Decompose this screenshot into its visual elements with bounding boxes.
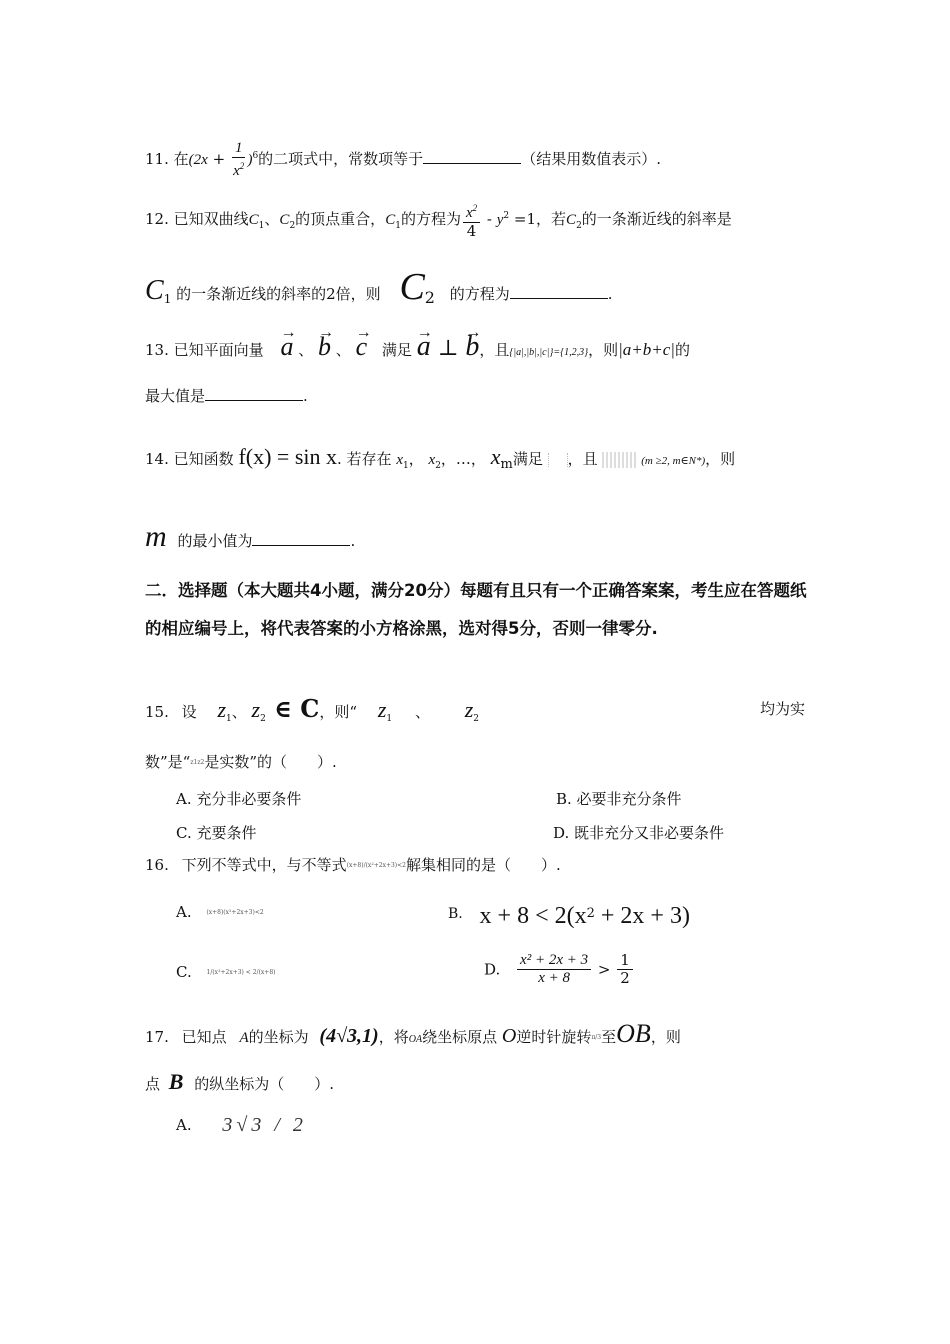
question-15-line2 <box>145 752 337 773</box>
q12-eq-y: y <box>496 212 504 228</box>
q15-line2-mid: 是实数”的（ ）. <box>204 753 337 771</box>
q17-opt-a-label: A. <box>176 1116 192 1134</box>
q14-xm: x <box>490 444 501 469</box>
q13-perp-a: → a <box>417 330 431 364</box>
q13-text2: ，且 <box>479 341 510 359</box>
q14-line2-m: m <box>145 520 167 553</box>
q11-expr-x: x <box>201 152 208 168</box>
q16-opt-b-expr: x + 8 < 2(x <box>479 903 587 929</box>
q16-opt-b-label: B. <box>448 906 463 922</box>
q14-line2-text: 的最小值为 <box>177 532 253 550</box>
q17-point-a: A <box>239 1030 249 1046</box>
q17-text5: 至 <box>601 1028 617 1046</box>
q16-opt-d-num: x² + 2x + 3 <box>517 952 591 970</box>
q16-opt-b-rest: + 2x + 3) <box>594 903 690 929</box>
q12-c2: C <box>279 212 290 228</box>
q12-answer-blank[interactable] <box>510 284 608 299</box>
q12-sep: 、 <box>264 210 280 228</box>
q15-z2b: z <box>464 697 474 722</box>
q17-text2: ，将 <box>378 1028 409 1046</box>
question-12 <box>145 200 732 240</box>
q17-number: 17. <box>145 1028 169 1046</box>
q17-ob: OB <box>616 1019 651 1048</box>
q15-z2-sub: 2 <box>260 714 266 724</box>
q14-xm-sub: m <box>500 457 513 472</box>
q13-vec-a: → a <box>280 330 293 364</box>
q16-tiny-ineq: (x+8)/(x²+2x+3)<2 <box>346 862 406 869</box>
q11-number: 11. <box>145 150 169 168</box>
q12-c1b: C <box>385 212 396 228</box>
q12-eq-num: x <box>465 205 473 221</box>
question-11 <box>145 140 661 180</box>
q15-text1: ，则“ <box>319 703 358 721</box>
q16-opt-a-expr: (x+8)(x²+2x+3)<2 <box>206 909 264 916</box>
question-17 <box>145 1018 681 1056</box>
q17-option-a[interactable] <box>176 1110 307 1141</box>
q13-perp-b: → b <box>465 330 479 364</box>
q11-pre: 在 <box>173 150 189 168</box>
q11-frac-den-exp: 2 <box>239 161 245 171</box>
q11-expr-exp: 6 <box>252 151 259 161</box>
q15-text2: 均为实 <box>759 700 805 718</box>
q16-pre: 下列不等式中，与不等式 <box>181 856 347 874</box>
q12-text2: 的方程为 <box>400 210 461 228</box>
q17-oa: OA <box>408 1034 423 1045</box>
q14-number: 14. <box>145 450 169 468</box>
q14-condition-image <box>548 453 568 467</box>
q14-func: f(x) = sin x <box>238 444 337 469</box>
q16-text: 解集相同的是（ ）. <box>405 856 561 874</box>
q16-opt-d-label: D. <box>484 960 501 979</box>
q14-text2: 满足 <box>512 450 543 468</box>
q17-origin-o: O <box>501 1025 517 1047</box>
q15-line2-pre: 数”是“ <box>145 753 191 771</box>
q16-option-a[interactable] <box>176 902 264 923</box>
q12-eq-den: 4 <box>466 222 477 240</box>
q13-abs-expr: |a+b+c| <box>618 340 675 359</box>
q12-line2-c2: C <box>399 266 425 308</box>
q14-cond: (m ≥2, m∈N*) <box>641 455 706 467</box>
q12-c1-sub: 1 <box>258 221 265 231</box>
q15-z1-sub: 1 <box>226 714 232 724</box>
q17-line2-b: B <box>168 1069 184 1094</box>
q16-opt-d-rfrac <box>617 952 633 987</box>
q13-text4: 的 <box>674 341 690 359</box>
q11-expr-plus: + <box>207 150 230 168</box>
q12-line2-c1-sub: 1 <box>163 292 172 306</box>
q15-option-a[interactable]: A. 充分非必要条件 <box>176 790 302 808</box>
q15-pre: 设 <box>181 703 197 721</box>
question-12-line2 <box>145 266 613 316</box>
q12-number: 12. <box>145 210 169 228</box>
q15-z1b-sub: 1 <box>386 714 393 724</box>
q12-eq-minus: - <box>482 210 497 228</box>
q13-vec-c: → c <box>356 330 368 364</box>
q16-opt-d-den: x + 8 <box>538 970 570 986</box>
q17-line2-pre: 点 <box>145 1075 161 1093</box>
q12-pre: 已知双曲线 <box>173 210 249 228</box>
question-16 <box>145 855 561 876</box>
q12-eq-rhs: =1， <box>509 210 552 228</box>
question-13-line2 <box>145 386 308 406</box>
q16-option-d[interactable] <box>484 952 635 987</box>
q11-expr-open: (2 <box>188 152 202 168</box>
q14-x1: x <box>396 452 403 468</box>
q13-line2: 最大值是 <box>145 387 206 405</box>
q17-pre: 已知点 <box>181 1028 227 1046</box>
q16-opt-c-label: C. <box>176 963 192 981</box>
q11-frac-den: x <box>233 163 240 179</box>
q13-pre: 已知平面向量 <box>173 341 264 359</box>
q17-text4: 逆时针旋转 <box>516 1028 592 1046</box>
q11-answer-blank[interactable] <box>423 149 521 164</box>
q12-end: . <box>607 285 613 303</box>
q14-x2: x <box>428 452 436 468</box>
q13-sep1: 、 <box>298 341 314 359</box>
q12-c1: C <box>248 212 259 228</box>
q12-c2-sub: 2 <box>289 221 296 231</box>
q11-fraction <box>232 140 246 180</box>
question-13 <box>145 330 690 370</box>
q11-expr-close: ) <box>247 152 253 168</box>
q14-text4: ，则 <box>705 450 736 468</box>
q17-text3: 绕坐标原点 <box>422 1028 498 1046</box>
q14-text1: . 若存在 <box>337 450 392 468</box>
q15-z1b: z <box>377 697 387 722</box>
q16-opt-b-exp: 2 <box>586 906 595 921</box>
q11-tail: （结果用数值表示）. <box>521 150 661 168</box>
q13-number: 13. <box>145 341 169 359</box>
q13-sep2: 、 <box>335 341 351 359</box>
q15-z2: z <box>251 697 261 722</box>
q16-opt-d-gt: > <box>593 960 616 979</box>
q12-c1b-sub: 1 <box>395 221 401 231</box>
question-14-line2 <box>145 520 355 558</box>
q15-option-d[interactable]: D. 既非充分又非必要条件 <box>553 824 725 842</box>
q15-z1: z <box>217 697 226 722</box>
q14-sum-image <box>602 452 636 468</box>
q16-opt-a-label: A. <box>176 903 192 921</box>
q17-angle: π/3 <box>591 1034 602 1041</box>
q12-eq-fraction <box>463 200 480 240</box>
question-14: 14. 已知函数 f(x) = sin x. 若存在 $x_1$， $x_2$，…， $x_m$满足 ，且 (m ≥2, m∈N*)，则 <box>145 444 736 472</box>
q17-text6: ，则 <box>650 1028 681 1046</box>
q17-coord: (4√3,1) <box>319 1025 379 1047</box>
q14-x2-sub: 2 <box>435 461 441 471</box>
q12-text1: 的顶点重合， <box>295 210 386 228</box>
q12-eq-y-exp: 2 <box>503 211 510 221</box>
q11-frac-num: 1 <box>232 140 246 158</box>
q15-line2-tiny: z1z2 <box>190 759 205 766</box>
q12-eq-num-exp: 2 <box>472 203 478 213</box>
section-2-heading: 二．选择题（本大题共4小题，满分20分）每题有且只有一个正确答案案，考生应在答题纸的相应编号上，将代表答案的小方格涂黑，选对得5分，否则一律零分. <box>145 581 807 638</box>
q14-text3: ，且 <box>567 450 598 468</box>
q15-sep: 、 <box>231 703 247 721</box>
q12-line2-c2-sub: 2 <box>424 288 435 307</box>
q16-opt-c-expr: 1/(x²+2x+3) < 2/(x+8) <box>206 969 276 976</box>
q15-number: 15. <box>145 703 169 721</box>
question-17-line2 <box>145 1068 334 1098</box>
q13-text1: 满足 <box>381 341 412 359</box>
q14-end: . <box>350 532 356 550</box>
question-15 <box>145 695 805 733</box>
q17-line2-text: 的纵坐标为（ ）. <box>194 1075 335 1093</box>
q15-sep2: 、 <box>414 703 430 721</box>
q16-opt-d-frac <box>517 952 591 987</box>
q16-option-c[interactable] <box>176 962 275 983</box>
q16-number: 16. <box>145 856 169 874</box>
q12-c2b: C <box>566 212 577 228</box>
q12-c2b-sub: 2 <box>576 221 582 231</box>
q16-opt-d-rden: 2 <box>620 969 630 987</box>
q17-opt-a-expr: 3√3 / 2 <box>222 1114 307 1136</box>
q13-vec-b: → b <box>318 330 331 364</box>
q13-end: . <box>303 387 308 405</box>
q16-opt-d-rnum: 1 <box>617 952 633 970</box>
q12-line2-tail: 的方程为 <box>449 285 510 303</box>
q12-line2-c1: C <box>145 275 164 306</box>
q13-set-expr: {|a|,|b|,|c|}={1,2,3} <box>509 347 589 358</box>
q14-dots: ，…， <box>440 450 486 468</box>
q12-text3: 若 <box>551 210 567 228</box>
q13-text3: ，则 <box>588 341 619 359</box>
q15-z2b-sub: 2 <box>473 714 480 724</box>
q15-option-b[interactable]: B. 必要非充分条件 <box>556 790 682 808</box>
q12-line2-text: 的一条渐近线的斜率的2倍，则 <box>176 285 381 303</box>
q11-text: 的二项式中，常数项等于 <box>258 150 424 168</box>
q14-answer-blank[interactable] <box>252 531 350 546</box>
q14-pre: 已知函数 <box>173 450 234 468</box>
q13-answer-blank[interactable] <box>205 386 303 401</box>
q17-text1: 的坐标为 <box>248 1028 309 1046</box>
q15-in-c: ∈ C <box>265 694 320 723</box>
q13-perp: ⊥ <box>430 336 466 361</box>
q15-option-c[interactable]: C. 充要条件 <box>176 824 257 842</box>
q14-x1-sub: 1 <box>403 461 409 471</box>
q16-option-b[interactable] <box>448 898 690 934</box>
q12-text4: 的一条渐近线的斜率是 <box>581 210 732 228</box>
